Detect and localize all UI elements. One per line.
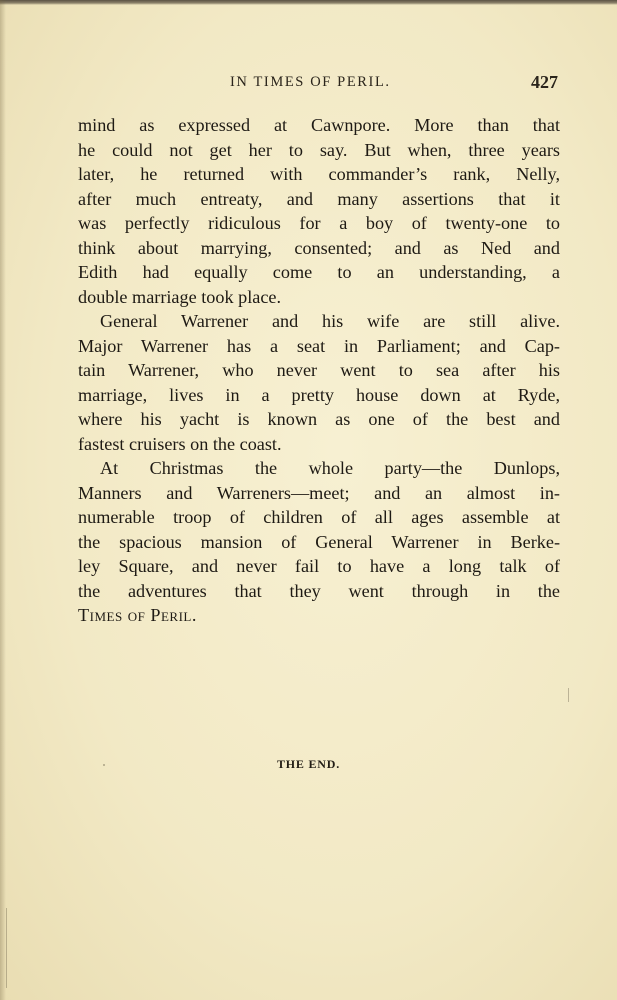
text-line: Major Warrener has a seat in Parliament; and Cap- <box>78 335 560 356</box>
paper-speck <box>6 908 7 988</box>
the-end-label: THE END. <box>276 757 341 771</box>
text-line: mind as expressed at Cawnpore. More than that <box>78 115 560 135</box>
text-line: later, he returned with commander’s rank, Nelly, <box>78 164 560 184</box>
text-line: the spacious mansion of General Warrener in Berke- <box>78 531 560 552</box>
text-line: double marriage took place. <box>78 286 282 307</box>
page-top-edge <box>0 0 617 5</box>
paper-speck <box>103 764 105 766</box>
text-line: after much entreaty, and many assertions that it <box>78 188 560 209</box>
paper-speck <box>568 688 569 702</box>
text-line: fastest cruisers on the coast. <box>78 433 282 454</box>
page-gutter-shadow <box>0 0 6 1000</box>
text-line: he could not get her to say. But when, three years <box>78 139 560 160</box>
text-line: General Warrener and his wife are still alive. <box>100 311 560 331</box>
text-line: the adventures that they went through in the <box>78 580 560 601</box>
text-line: Edith had equally come to an understanding, a <box>78 262 560 282</box>
running-title: IN TIMES OF PERIL. <box>230 74 391 90</box>
text-line: Times of Peril. <box>78 605 197 625</box>
text-line: At Christmas the whole party—the Dunlops, <box>100 458 560 478</box>
text-line: Manners and Warreners—meet; and an almost in- <box>78 482 560 503</box>
text-line: ley Square, and never fail to have a long talk of <box>78 556 560 576</box>
text-line: marriage, lives in a pretty house down at Ryde, <box>78 384 560 405</box>
text-line: numerable troop of children of all ages assemble at <box>78 507 560 527</box>
text-line: where his yacht is known as one of the best and <box>78 409 560 429</box>
body-text <box>78 113 560 628</box>
running-head <box>78 74 560 98</box>
text-line: tain Warrener, who never went to sea after his <box>78 360 560 380</box>
text-line: was perfectly ridiculous for a boy of twenty-one to <box>78 213 560 233</box>
page-number: 427 <box>531 72 558 92</box>
text-line: think about marrying, consented; and as Ned and <box>78 237 560 258</box>
